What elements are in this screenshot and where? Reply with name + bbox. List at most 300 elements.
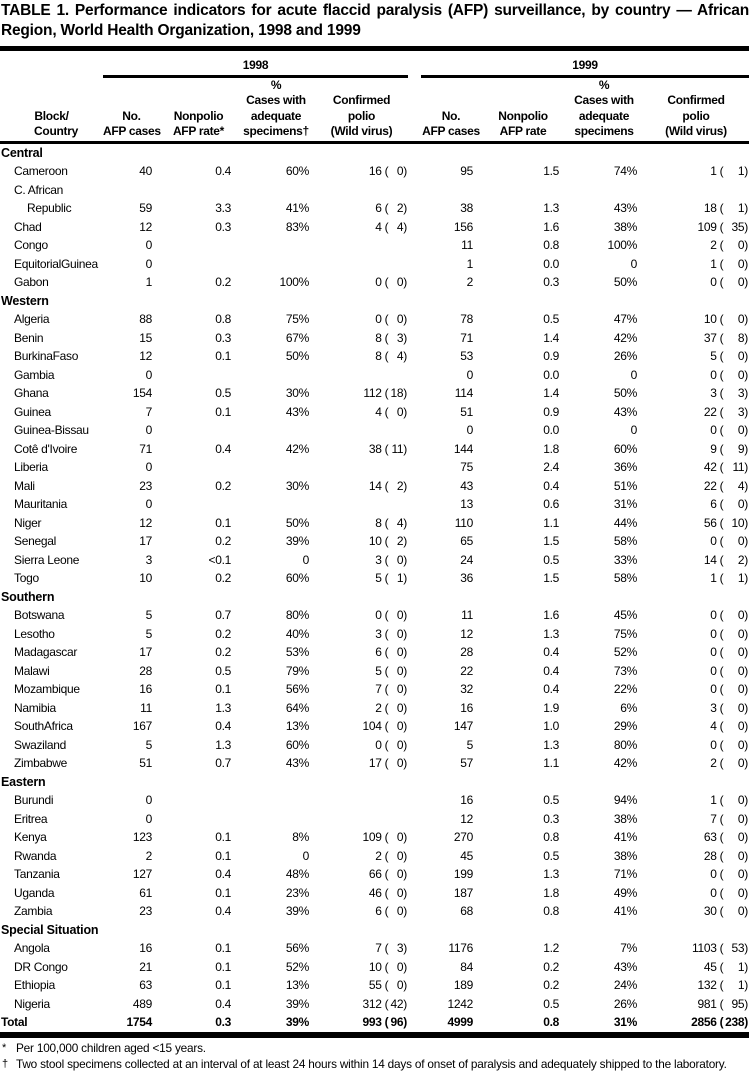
paren-open: ( — [719, 885, 724, 900]
cell-afp-cases-1999: 84 — [460, 959, 473, 974]
country-name: SouthAfrica — [14, 719, 73, 734]
polio-value — [315, 273, 407, 292]
table-row — [0, 329, 749, 348]
country-name: Cotê d'Ivoire — [14, 441, 78, 456]
cell-confirmed-polio-1998 — [315, 717, 408, 736]
cell-adequate-specimens-1998: 39% — [237, 1013, 315, 1035]
afp-surveillance-table — [0, 52, 749, 1038]
cell-confirmed-polio-1999 — [643, 310, 749, 329]
paren-close: ) — [744, 386, 748, 401]
cell-confirmed-polio-1998 — [315, 699, 408, 718]
cell-afp-rate-1999: 0.0 — [543, 256, 559, 271]
cell-afp-rate-1998: 0.4 — [215, 441, 231, 456]
paren-close: ) — [744, 478, 748, 493]
table-row — [0, 440, 749, 459]
cell-adequate-specimens-1998 — [237, 495, 315, 514]
cell-confirmed-polio-1999 — [643, 606, 749, 625]
country-name: Niger — [14, 515, 42, 530]
polio-cases: 1 — [710, 571, 717, 586]
cell-adequate-specimens-1999: 36% — [613, 460, 637, 475]
cell-afp-cases-1999: 12 — [460, 626, 473, 641]
cell-confirmed-polio-1998 — [315, 625, 408, 644]
cell-afp-cases-1998: 61 — [139, 885, 152, 900]
paren-close: ) — [744, 404, 748, 419]
wild-virus-count: 3 — [737, 386, 745, 401]
paren-close: ) — [403, 682, 407, 697]
cell-afp-rate-1999: 0.3 — [543, 811, 559, 826]
polio-value — [643, 551, 748, 570]
cell-adequate-specimens-1999: 47% — [613, 312, 637, 327]
paren-open: ( — [384, 571, 389, 586]
cell-adequate-specimens-1999: 33% — [613, 552, 637, 567]
spacer-cell — [408, 477, 421, 496]
paren-close: ) — [744, 904, 748, 919]
wild-virus-count: 0 — [396, 404, 404, 419]
cell-confirmed-polio-1999 — [643, 551, 749, 570]
cell-confirmed-polio-1998 — [315, 532, 408, 551]
paren-open: ( — [384, 312, 389, 327]
header-1999-confirmed-polio: Confirmed polio (Wild virus) — [643, 76, 749, 142]
spacer-cell — [408, 1013, 421, 1035]
country-name: EquitorialGuinea — [14, 256, 98, 271]
polio-value — [643, 865, 748, 884]
polio-value — [315, 717, 407, 736]
wild-virus-count: 0 — [737, 904, 745, 919]
cell-adequate-specimens-1998: 50% — [285, 515, 309, 530]
table-row — [0, 699, 749, 718]
paren-open: ( — [719, 663, 724, 678]
wild-virus-count: 0 — [396, 682, 404, 697]
paren-open: ( — [719, 645, 724, 660]
section-header-row — [0, 142, 749, 162]
polio-cases: 2 — [375, 848, 382, 863]
polio-value — [315, 939, 407, 958]
cell-afp-cases-1998: 12 — [139, 515, 152, 530]
paren-close: ) — [744, 626, 748, 641]
paren-close: ) — [744, 441, 748, 456]
polio-value — [315, 736, 407, 755]
polio-value — [315, 828, 407, 847]
cell-adequate-specimens-1998 — [237, 366, 315, 385]
spacer-cell — [408, 958, 421, 977]
country-name: Angola — [14, 941, 50, 956]
cell-adequate-specimens-1999: 26% — [613, 996, 637, 1011]
wild-virus-count: 0 — [396, 885, 404, 900]
country-name: C. African — [14, 182, 64, 197]
paren-close: ) — [744, 848, 748, 863]
spacer-cell — [408, 680, 421, 699]
cell-afp-cases-1998: 10 — [139, 571, 152, 586]
paren-close: ) — [403, 534, 407, 549]
cell-afp-rate-1999: 1.6 — [543, 219, 559, 234]
cell-confirmed-polio-1998 — [315, 884, 408, 903]
table-row — [0, 847, 749, 866]
paren-open: ( — [719, 478, 724, 493]
paren-close: ) — [744, 164, 748, 179]
table-row — [0, 514, 749, 533]
cell-afp-cases-1999: 0 — [466, 367, 473, 382]
paren-close: ) — [744, 219, 748, 234]
cell-afp-cases-1999: 75 — [460, 460, 473, 475]
paren-close: ) — [403, 885, 407, 900]
polio-cases: 18 — [703, 201, 717, 216]
paren-open: ( — [384, 904, 389, 919]
wild-virus-count: 0 — [396, 756, 404, 771]
wild-virus-count: 0 — [737, 275, 745, 290]
cell-adequate-specimens-1999: 0 — [630, 423, 637, 438]
cell-adequate-specimens-1999: 80% — [613, 737, 637, 752]
paren-open: ( — [384, 349, 389, 364]
paren-close: ) — [744, 941, 748, 956]
cell-confirmed-polio-1998 — [315, 847, 408, 866]
polio-value — [315, 329, 407, 348]
spacer-cell — [408, 902, 421, 921]
paren-open: ( — [384, 645, 389, 660]
country-name: Malawi — [14, 663, 50, 678]
country-name: Algeria — [14, 312, 50, 327]
country-name: Madagascar — [14, 645, 78, 660]
polio-value — [643, 754, 748, 773]
paren-open: ( — [719, 238, 724, 253]
cell-confirmed-polio-1998 — [315, 458, 408, 477]
polio-cases: 17 — [368, 756, 382, 771]
spacer-cell — [408, 329, 421, 348]
country-name: Swaziland — [14, 737, 66, 752]
cell-afp-cases-1998: 12 — [139, 349, 152, 364]
country-name: Mauritania — [14, 497, 68, 512]
cell-adequate-specimens-1999: 45% — [613, 608, 637, 623]
polio-value — [643, 236, 748, 255]
cell-adequate-specimens-1999: 38% — [613, 219, 637, 234]
spacer-cell — [408, 754, 421, 773]
footnote-text: Per 100,000 children aged <15 years. — [16, 1040, 206, 1055]
cell-afp-cases-1998: 17 — [139, 645, 152, 660]
cell-afp-cases-1998: 127 — [132, 867, 152, 882]
cell-afp-rate-1998: 0.4 — [215, 719, 231, 734]
wild-virus-count: 1 — [737, 201, 745, 216]
cell-afp-rate-1999: 1.5 — [543, 571, 559, 586]
cell-afp-cases-1998: 123 — [132, 830, 152, 845]
cell-confirmed-polio-1998 — [315, 236, 408, 255]
paren-open: ( — [719, 367, 724, 382]
country-name: Rwanda — [14, 848, 57, 863]
polio-cases: 0 — [710, 663, 717, 678]
polio-cases: 8 — [375, 330, 382, 345]
paren-open: ( — [719, 867, 724, 882]
paren-open: ( — [384, 867, 389, 882]
polio-value — [643, 477, 748, 496]
cell-afp-rate-1998: 0.2 — [215, 534, 231, 549]
paren-close: ) — [744, 793, 748, 808]
cell-confirmed-polio-1999 — [643, 329, 749, 348]
paren-close: ) — [744, 330, 748, 345]
table-row — [0, 477, 749, 496]
cell-afp-cases-1999: 71 — [460, 330, 473, 345]
section-name: Southern — [1, 589, 55, 604]
paren-close: ) — [403, 478, 407, 493]
cell-adequate-specimens-1998: 48% — [285, 867, 309, 882]
cell-adequate-specimens-1999: 51% — [613, 478, 637, 493]
table-row — [0, 310, 749, 329]
polio-cases: 63 — [703, 830, 717, 845]
cell-adequate-specimens-1999: 50% — [613, 275, 637, 290]
cell-adequate-specimens-1999: 44% — [613, 515, 637, 530]
spacer-cell — [408, 181, 421, 200]
polio-cases: 66 — [368, 867, 382, 882]
wild-virus-count: 42 — [390, 996, 404, 1011]
cell-confirmed-polio-1999 — [643, 625, 749, 644]
cell-afp-cases-1999: 2 — [466, 275, 473, 290]
table-row — [0, 218, 749, 237]
column-header-row — [0, 76, 749, 142]
table-row — [0, 421, 749, 440]
paren-open: ( — [719, 996, 724, 1011]
cell-confirmed-polio-1998 — [315, 1013, 408, 1035]
table-row — [0, 458, 749, 477]
cell-confirmed-polio-1998 — [315, 865, 408, 884]
cell-adequate-specimens-1999: 41% — [613, 904, 637, 919]
cell-afp-cases-1998: 51 — [139, 756, 152, 771]
cell-afp-rate-1998: 0.1 — [215, 885, 231, 900]
polio-cases: 22 — [703, 404, 717, 419]
paren-open: ( — [719, 423, 724, 438]
cell-adequate-specimens-1999: 43% — [613, 959, 637, 974]
cell-afp-cases-1999: 189 — [453, 978, 473, 993]
section-name: Western — [1, 293, 49, 308]
cell-afp-rate-1998: 0.5 — [215, 386, 231, 401]
paren-open: ( — [384, 1015, 389, 1030]
polio-cases: 5 — [375, 663, 382, 678]
header-1999-afp-cases: No. AFP cases — [421, 76, 481, 142]
cell-afp-rate-1998: 0.7 — [215, 756, 231, 771]
polio-value — [315, 347, 407, 366]
cell-afp-rate-1998: 0.3 — [160, 1013, 237, 1035]
paren-open: ( — [719, 700, 724, 715]
spacer-cell — [408, 495, 421, 514]
paren-close: ) — [744, 349, 748, 364]
cell-afp-rate-1998: 1.3 — [215, 737, 231, 752]
spacer-cell — [408, 273, 421, 292]
cell-afp-cases-1999: 24 — [460, 552, 473, 567]
wild-virus-count: 0 — [396, 904, 404, 919]
spacer-cell — [408, 995, 421, 1014]
paren-open: ( — [384, 552, 389, 567]
paren-open: ( — [719, 756, 724, 771]
cell-confirmed-polio-1998 — [315, 791, 408, 810]
cell-afp-cases-1998: 15 — [139, 330, 152, 345]
cell-afp-cases-1999: 28 — [460, 645, 473, 660]
wild-virus-count: 1 — [737, 164, 745, 179]
table-row — [0, 736, 749, 755]
table-row — [0, 347, 749, 366]
paren-close: ) — [744, 885, 748, 900]
paren-close: ) — [403, 608, 407, 623]
table-row — [0, 255, 749, 274]
paren-open: ( — [719, 349, 724, 364]
paren-open: ( — [384, 996, 389, 1011]
spacer-cell — [408, 865, 421, 884]
wild-virus-count: 0 — [737, 423, 745, 438]
cell-afp-rate-1998: 0.4 — [215, 867, 231, 882]
polio-cases: 0 — [375, 608, 382, 623]
cell-confirmed-polio-1999 — [643, 976, 749, 995]
cell-afp-cases-1999: 51 — [460, 404, 473, 419]
year-group-spacer-left — [0, 52, 103, 77]
year-group-spacer-mid — [408, 52, 421, 77]
polio-cases: 981 — [697, 996, 717, 1011]
cell-confirmed-polio-1999 — [643, 828, 749, 847]
cell-adequate-specimens-1998 — [237, 791, 315, 810]
polio-cases: 0 — [710, 367, 717, 382]
paren-open: ( — [719, 571, 724, 586]
cell-adequate-specimens-1999: 0 — [630, 256, 637, 271]
polio-cases: 8 — [375, 349, 382, 364]
cell-adequate-specimens-1998: 52% — [285, 959, 309, 974]
cell-confirmed-polio-1999 — [643, 699, 749, 718]
country-name: Gambia — [14, 367, 55, 382]
paren-close: ) — [744, 608, 748, 623]
wild-virus-count: 0 — [737, 682, 745, 697]
paren-open: ( — [719, 793, 724, 808]
cell-adequate-specimens-1999: 73% — [613, 663, 637, 678]
cell-afp-cases-1998: 23 — [139, 478, 152, 493]
polio-cases: 28 — [703, 848, 717, 863]
table-title: TABLE 1. Performance indicators for acute flaccid paralysis (AFP) surveillance, by country — African Region, World Health Organization, 1998 and 1999 — [0, 0, 749, 51]
paren-close: ) — [403, 404, 407, 419]
wild-virus-count: 0 — [737, 626, 745, 641]
cell-afp-rate-1999: 1.8 — [543, 885, 559, 900]
paren-open: ( — [384, 959, 389, 974]
polio-cases: 37 — [703, 330, 717, 345]
cell-afp-cases-1998: 2 — [145, 848, 152, 863]
spacer-cell — [408, 218, 421, 237]
cell-afp-rate-1999: 1.5 — [543, 534, 559, 549]
cell-confirmed-polio-1998 — [315, 421, 408, 440]
polio-cases: 1 — [710, 793, 717, 808]
polio-value — [643, 514, 748, 533]
paren-close: ) — [744, 700, 748, 715]
country-name: Botswana — [14, 608, 65, 623]
paren-open: ( — [384, 404, 389, 419]
paren-close: ) — [403, 515, 407, 530]
paren-close: ) — [403, 645, 407, 660]
cell-confirmed-polio-1998 — [315, 273, 408, 292]
wild-virus-count: 0 — [737, 497, 745, 512]
cell-afp-rate-1998: 0.7 — [215, 608, 231, 623]
country-name: Gabon — [14, 275, 49, 290]
cell-afp-cases-1999: 95 — [460, 164, 473, 179]
polio-cases: 6 — [375, 645, 382, 660]
spacer-cell — [408, 662, 421, 681]
wild-virus-count: 0 — [396, 312, 404, 327]
cell-adequate-specimens-1998: 60% — [285, 737, 309, 752]
paren-open: ( — [719, 626, 724, 641]
total-row — [0, 1013, 749, 1035]
header-1998-adequate-specimens: % Cases with adequate specimens† — [237, 76, 315, 142]
polio-value — [643, 569, 748, 588]
paren-close: ) — [403, 201, 407, 216]
table-row — [0, 181, 749, 200]
cell-confirmed-polio-1998 — [315, 958, 408, 977]
wild-virus-count: 9 — [737, 441, 745, 456]
polio-value — [315, 310, 407, 329]
paren-close: ) — [744, 959, 748, 974]
paren-open: ( — [719, 1015, 724, 1030]
cell-confirmed-polio-1999 — [643, 995, 749, 1014]
section-name: Central — [1, 145, 43, 160]
cell-afp-cases-1998: 40 — [139, 164, 152, 179]
country-name: Congo — [14, 238, 48, 253]
spacer-cell — [408, 310, 421, 329]
cell-adequate-specimens-1998: 40% — [285, 626, 309, 641]
cell-adequate-specimens-1998: 39% — [285, 996, 309, 1011]
wild-virus-count: 0 — [396, 552, 404, 567]
cell-adequate-specimens-1998: 42% — [285, 441, 309, 456]
cell-confirmed-polio-1999 — [643, 810, 749, 829]
footnote-marker: * — [2, 1041, 7, 1054]
table-row — [0, 384, 749, 403]
paren-open: ( — [384, 478, 389, 493]
cell-confirmed-polio-1999 — [643, 347, 749, 366]
paren-open: ( — [384, 830, 389, 845]
paren-close: ) — [403, 848, 407, 863]
cell-afp-rate-1999: 0.5 — [543, 793, 559, 808]
cell-afp-cases-1998: 0 — [145, 256, 152, 271]
paren-open: ( — [719, 978, 724, 993]
paren-open: ( — [719, 719, 724, 734]
country-name: Guinea-Bissau — [14, 423, 89, 438]
cell-afp-cases-1999: 199 — [453, 867, 473, 882]
cell-confirmed-polio-1999 — [643, 162, 749, 181]
header-block-country — [0, 76, 103, 142]
polio-value — [643, 199, 748, 218]
paren-open: ( — [384, 848, 389, 863]
paren-close: ) — [403, 275, 407, 290]
cell-afp-rate-1999: 1.4 — [543, 330, 559, 345]
cell-adequate-specimens-1998: 43% — [285, 404, 309, 419]
section-header-row — [0, 588, 749, 607]
polio-cases: 7 — [710, 811, 717, 826]
polio-value — [315, 440, 407, 459]
table-row — [0, 865, 749, 884]
polio-value — [643, 329, 748, 348]
cell-adequate-specimens-1998: 23% — [285, 885, 309, 900]
spacer-cell — [408, 514, 421, 533]
cell-afp-cases-1999: 4999 — [421, 1013, 481, 1035]
table-row — [0, 884, 749, 903]
wild-virus-count: 3 — [396, 330, 404, 345]
wild-virus-count: 0 — [737, 645, 745, 660]
paren-open: ( — [384, 719, 389, 734]
cell-afp-cases-1999: 22 — [460, 663, 473, 678]
cell-afp-rate-1998: 0.4 — [215, 996, 231, 1011]
country-name: Eritrea — [14, 811, 48, 826]
table-row — [0, 366, 749, 385]
cell-confirmed-polio-1998 — [315, 680, 408, 699]
cell-afp-cases-1998: 0 — [145, 460, 152, 475]
table-row — [0, 643, 749, 662]
header-1998-confirmed-polio: Confirmed polio (Wild virus) — [315, 76, 408, 142]
cell-afp-cases-1998: 5 — [145, 608, 152, 623]
cell-afp-cases-1999: 65 — [460, 534, 473, 549]
cell-confirmed-polio-1998 — [315, 440, 408, 459]
paren-open: ( — [719, 811, 724, 826]
wild-virus-count: 0 — [396, 830, 404, 845]
cell-afp-rate-1999: 1.5 — [543, 164, 559, 179]
wild-virus-count: 0 — [396, 848, 404, 863]
wild-virus-count: 2 — [396, 534, 404, 549]
table-row — [0, 403, 749, 422]
